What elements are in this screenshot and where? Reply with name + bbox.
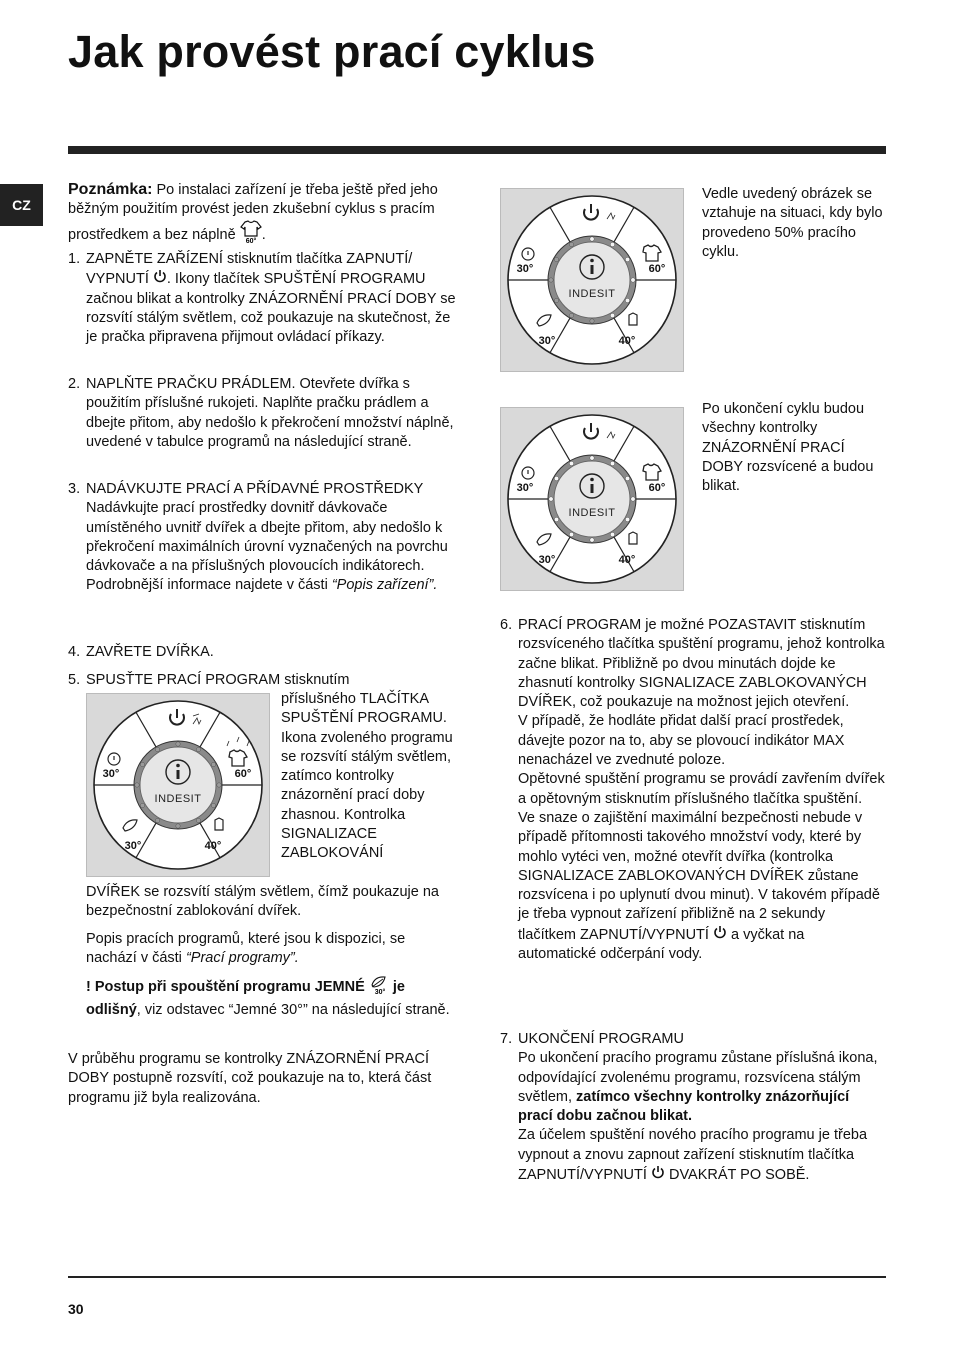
program-desc-text: Popis pracích programů, které jsou k dispozici, se nachází v části (86, 931, 406, 967)
temperature-label: 30° (516, 263, 534, 275)
footer-divider (68, 1276, 886, 1278)
step-6-p2: V případě, že hodláte přidat další prací prostředek, dávejte pozor na to, aby se plovoucí indikátor MAX nenacházel ve zvednuté poloze. (518, 713, 845, 769)
delicate-wash-icon (369, 973, 389, 1001)
step-1-rest: . Ikony tlačítek SPUŠTĚNÍ PROGRAMU začnou blikat a kontrolky ZNÁZORNĚNÍ PRACÍ DOBY se rozsvítí stálým světlem, což poukazuje na skutečnost, že je pračka připravena přijmout ovládací příkazy. (86, 271, 456, 346)
step-1 (68, 250, 456, 347)
step-5-after-text: DVÍŘEK se rozsvítí stálým světlem, čímž poukazuje na bezpečnostní zablokování dvířek. (86, 884, 439, 920)
temperature-label: 30° (538, 554, 556, 566)
progress-dot (569, 461, 573, 465)
start-button (554, 461, 630, 537)
temperature-label: 60° (234, 768, 252, 780)
step-5-beside (281, 690, 456, 864)
info-icon-dot (590, 478, 594, 482)
tshirt-60-icon (240, 220, 262, 250)
control-panel-figure-half (500, 188, 684, 372)
progress-dot (549, 278, 553, 282)
progress-dot (631, 278, 635, 282)
info-icon-stem (591, 265, 594, 274)
step-4 (68, 643, 456, 662)
progress-dot (590, 538, 594, 542)
temperature-label: 60° (648, 263, 666, 275)
step-7-p2-end: DVAKRÁT PO SOBĚ. (668, 1167, 810, 1184)
progress-dot (140, 803, 144, 807)
progress-dot (590, 319, 594, 323)
step-5-beside-text: příslušného TLAČÍTKA SPUŠTĚNÍ PROGRAMU. Ikona zvoleného programu se rozsvítí stálým světlem, zatímco kontrolky znázornění prací doby zhasnou. Kontrolka SIGNALIZACE ZABLOKOVÁNÍ (281, 691, 453, 862)
info-icon-dot (176, 764, 180, 768)
step-7-p1-bold: zatímco všechny kontrolky znázorňující prací dobu začnou blikat. (518, 1088, 850, 1125)
temperature-label: 40° (204, 840, 222, 852)
progress-dot (590, 456, 594, 460)
temperature-label: 40° (618, 554, 636, 566)
temperature-label: 30° (516, 482, 534, 494)
caption-2-text: Po ukončení cyklu budou všechny kontrolky ZNÁZORNĚNÍ PRACÍ DOBY rozsvícené a budou blikat. (702, 401, 874, 495)
progress-dot (631, 497, 635, 501)
progress-dot (554, 257, 558, 261)
step-7-p2: Za účelem spuštění nového pracího programu je třeba vypnout a znovu zapnout zařízení stisknutím tlačítka ZAPNUTÍ/VYPNUTÍ (518, 1127, 868, 1184)
page-number: 30 (68, 1301, 84, 1317)
progress-dot (196, 818, 200, 822)
temperature-label: 30° (124, 840, 142, 852)
step-number: 1. (68, 251, 81, 267)
progress-dot (211, 762, 215, 766)
warning-bold-text: Postup při spouštění programu JEMNÉ (94, 978, 365, 995)
progress-text: V průběhu programu se kontrolky ZNÁZORNĚNÍ PRACÍ DOBY postupně rozsvítí, což poukazuje na to, která část programu již byla realizována. (68, 1051, 432, 1106)
note-block: Poznámka: Po instalaci zařízení je třeba ještě před jeho běžným použitím provést jeden zkušební cyklus s pracím prostředkem a bez náplně 60° . (68, 180, 440, 250)
step-3 (68, 480, 456, 596)
temperature-label: 40° (618, 335, 636, 347)
step-number: 7. (500, 1031, 513, 1047)
page-title: Jak provést prací cyklus (68, 26, 596, 77)
progress-dot (610, 461, 614, 465)
info-icon-stem (591, 484, 594, 493)
progress-dot (625, 476, 629, 480)
step-6-p1: PRACÍ PROGRAM je možné POZASTAVIT stisknutím rozsvíceného tlačítka spuštění programu, jehož kontrolka začne blikat. Přibližně po dvou minutách dojde ke zhasnutí kontrolky SIGNALIZACE ZABLOKOVANÝCH DVÍŘEK, což poukazuje na možnost jejich otevření. (518, 617, 885, 711)
control-panel-figure-end (500, 407, 684, 591)
power-icon (651, 1165, 665, 1185)
brand-logo: INDESIT (154, 793, 202, 805)
step-6-p4: Ve snaze o zajištění maximální bezpečnosti nebude v případě přítomnosti takového množství vody, které by mohlo vytéci ven, možné otevřít dvířka (kontrolka SIGNALIZACE ZABLOKOVANÝCH DVÍŘEK zůstane rozsvícena i po uplynutí dvou minut). V takovém případě je třeba vypnout zařízení přibližně na 2 sekundy tlačítkem ZAPNUTÍ/VYPNUTÍ (518, 809, 880, 943)
step-6-p4-end: a vyčkat na automatické odčerpání vody. (518, 926, 805, 963)
control-panel-figure-start (86, 693, 270, 877)
progress-dot (549, 497, 553, 501)
temperature-label: 30° (102, 768, 120, 780)
step-5-line1-text: SPUSŤTE PRACÍ PROGRAM stisknutím (86, 672, 350, 688)
step-number: 4. (68, 644, 81, 660)
step-2 (68, 375, 456, 452)
progress-dot (625, 298, 629, 302)
warning-mark: ! (86, 978, 91, 995)
start-button (554, 242, 630, 318)
step-number: 3. (68, 481, 81, 497)
progress-dot (135, 783, 139, 787)
language-tab: CZ (0, 184, 43, 226)
progress-paragraph (68, 1050, 448, 1108)
step-7 (500, 1030, 886, 1185)
progress-dot (610, 313, 614, 317)
caption-1-text: Vedle uvedený obrázek se vztahuje na situaci, kdy bylo provedeno 50% pracího cyklu. (702, 186, 883, 260)
progress-dot (155, 747, 159, 751)
temperature-label: 60° (648, 482, 666, 494)
progress-dot (554, 298, 558, 302)
step-1-line1: ZAPNĚTE ZAŘÍZENÍ stisknutím tlačítka ZAPNUTÍ/ (86, 251, 413, 267)
step-7-heading: UKONČENÍ PROGRAMU (518, 1031, 684, 1047)
warning-bold-text-2: je odlišný (86, 978, 405, 1019)
power-icon (713, 925, 727, 945)
step-1-line2: VYPNUTÍ (86, 271, 149, 288)
progress-dot (625, 517, 629, 521)
tshirt-icon-label: 60° (245, 237, 256, 244)
progress-dot (176, 824, 180, 828)
progress-dot (554, 517, 558, 521)
progress-dot (176, 742, 180, 746)
program-desc-reference: “Prací programy”. (185, 950, 299, 967)
step-5-after (86, 883, 456, 922)
progress-dot (554, 476, 558, 480)
progress-dot (211, 803, 215, 807)
progress-dot (569, 313, 573, 317)
progress-dot (569, 532, 573, 536)
step-number: 5. (68, 672, 81, 688)
step-4-text: ZAVŘETE DVÍŘKA. (86, 644, 214, 660)
figure-caption-1 (702, 185, 888, 262)
start-button (140, 747, 216, 823)
progress-dot (196, 747, 200, 751)
step-2-text: NAPLŇTE PRAČKU PRÁDLEM. Otevřete dvířka s použitím příslušné rukojeti. Naplňte pračku prádlem a dbejte přitom, aby nedošlo k překročení množství náplně, uvedené v tabulce programů na následující straně. (86, 376, 454, 450)
info-icon-stem (177, 770, 180, 779)
brand-logo: INDESIT (568, 507, 616, 519)
progress-dot (610, 532, 614, 536)
note-text: Po instalaci zařízení je třeba ještě před jeho běžným použitím provést jeden zkušební cyklus s pracím prostředkem a bez náplně (68, 182, 438, 243)
warning-rest: , viz odstavec “Jemné 30°” na následující straně. (136, 1002, 450, 1019)
info-icon-dot (590, 259, 594, 263)
step-6 (500, 616, 886, 964)
progress-dot (217, 783, 221, 787)
step-3-reference: “Popis zařízení”. (331, 577, 438, 594)
step-5-program-desc (86, 930, 456, 969)
progress-dot (155, 818, 159, 822)
progress-dot (625, 257, 629, 261)
title-divider (68, 146, 886, 154)
power-icon (153, 269, 167, 289)
step-7-p1: Po ukončení pracího programu zůstane příslušná ikona, odpovídající zvolenému programu, rozsvícena stálým světlem, (518, 1050, 878, 1105)
step-number: 2. (68, 376, 81, 392)
note-heading: Poznámka: (68, 181, 153, 198)
progress-dot (140, 762, 144, 766)
brand-logo: INDESIT (568, 288, 616, 300)
step-3-heading: NADÁVKUJTE PRACÍ A PŘÍDAVNÉ PROSTŘEDKY (86, 481, 424, 497)
delicate-warning (86, 973, 456, 1021)
figure-caption-2 (702, 400, 888, 496)
progress-dot (569, 242, 573, 246)
temperature-label: 30° (538, 335, 556, 347)
step-3-text: Nadávkujte prací prostředky dovnitř dávkovače umístěného uvnitř dvířek a dbejte přitom, aby nedošlo k překročení maximálních úrovní vyznačených na povrchu dávkovače a na příslušných plovoucích indikátorech. Podrobnější informace najdete v části (86, 500, 448, 594)
step-number: 6. (500, 617, 513, 633)
delicate-icon-label: 30° (374, 989, 386, 995)
step-5-line1 (68, 671, 456, 690)
progress-dot (610, 242, 614, 246)
step-6-p3: Opětovné spuštění programu se provádí zavřením dvířek a opětovným stisknutím příslušného tlačítka spuštění. (518, 771, 885, 807)
progress-dot (590, 237, 594, 241)
